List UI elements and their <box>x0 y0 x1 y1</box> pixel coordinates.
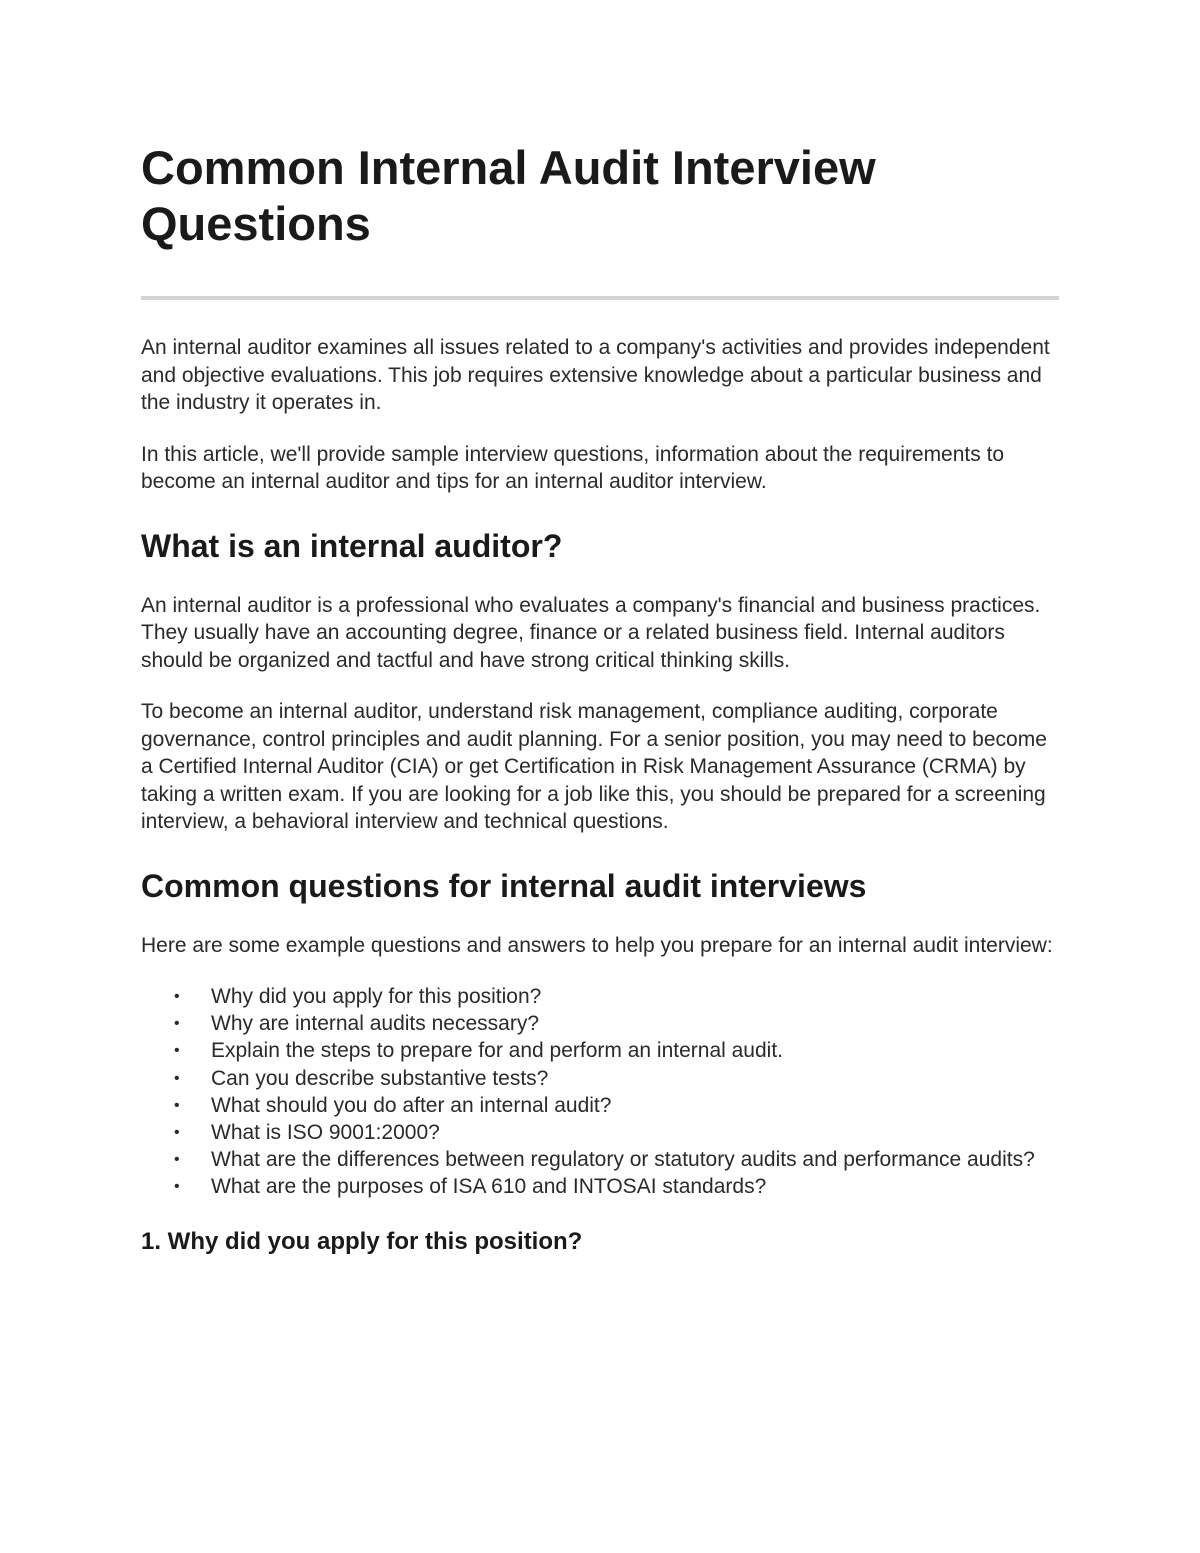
document-page <box>141 140 1059 1257</box>
list-item-text: What are the differences between regulatory or statutory audits and performance audits? <box>211 1148 1035 1172</box>
document-title: Common Internal Audit Interview Questions <box>141 141 876 250</box>
section1-paragraph-1: An internal auditor is a professional who evaluates a company's financial and business practices. They usually have an accounting degree, finance or a related business field. Internal auditors should be organized and tactful and have strong critical thinking skills. <box>141 593 1041 672</box>
list-item-text: Why did you apply for this position? <box>211 985 542 1008</box>
list-item-text: What are the purposes of ISA 610 and INTOSAI standards? <box>211 1175 767 1199</box>
question-list <box>141 983 1059 1201</box>
intro-paragraph-1: An internal auditor examines all issues related to a company's activities and provides independent and objective evaluations. This job requires extensive knowledge about a particular business and the industry it operates in. <box>141 336 1050 414</box>
list-item <box>174 1010 1059 1037</box>
list-item <box>174 1037 1059 1064</box>
list-item-text: What should you do after an internal audit? <box>211 1093 612 1117</box>
list-item-text: What is ISO 9001:2000? <box>211 1121 440 1145</box>
list-item <box>174 1173 1059 1200</box>
list-item <box>174 1065 1059 1092</box>
bullet-icon: • <box>174 1042 180 1060</box>
section-heading-common-questions: Common questions for internal audit interviews <box>141 867 867 904</box>
bullet-icon: • <box>174 1069 180 1087</box>
list-item <box>174 1119 1059 1146</box>
list-item-text: Why are internal audits necessary? <box>211 1012 539 1036</box>
bullet-icon: • <box>174 1124 180 1142</box>
section-heading-what-is: What is an internal auditor? <box>141 527 563 564</box>
bullet-icon: • <box>174 1178 180 1196</box>
section2-lead: Here are some example questions and answers to help you prepare for an internal audit interview: <box>141 933 1053 957</box>
section1-paragraph-2: To become an internal auditor, understand risk management, compliance auditing, corporate governance, control principles and audit planning. For a senior position, you may need to become a Certified Internal Auditor (CIA) or get Certification in Risk Management Assurance (CRMA) by taking a written exam. If you are looking for a job like this, you should be prepared for a screening interview, a behavioral interview and technical questions. <box>141 700 1047 833</box>
list-item <box>174 983 1059 1010</box>
title-divider <box>141 296 1059 300</box>
bullet-icon: • <box>174 1015 180 1033</box>
bullet-icon: • <box>174 1151 180 1169</box>
list-item <box>174 1092 1059 1119</box>
list-item <box>174 1146 1059 1173</box>
bullet-icon: • <box>174 988 180 1005</box>
subsection-heading-question-1: 1. Why did you apply for this position? <box>141 1227 583 1255</box>
intro-paragraph-2: In this article, we'll provide sample interview questions, information about the requirements to become an internal auditor and tips for an internal auditor interview. <box>141 442 1005 493</box>
list-item-text: Can you describe substantive tests? <box>211 1066 549 1090</box>
bullet-icon: • <box>174 1096 180 1114</box>
list-item-text: Explain the steps to prepare for and perform an internal audit. <box>211 1039 784 1063</box>
